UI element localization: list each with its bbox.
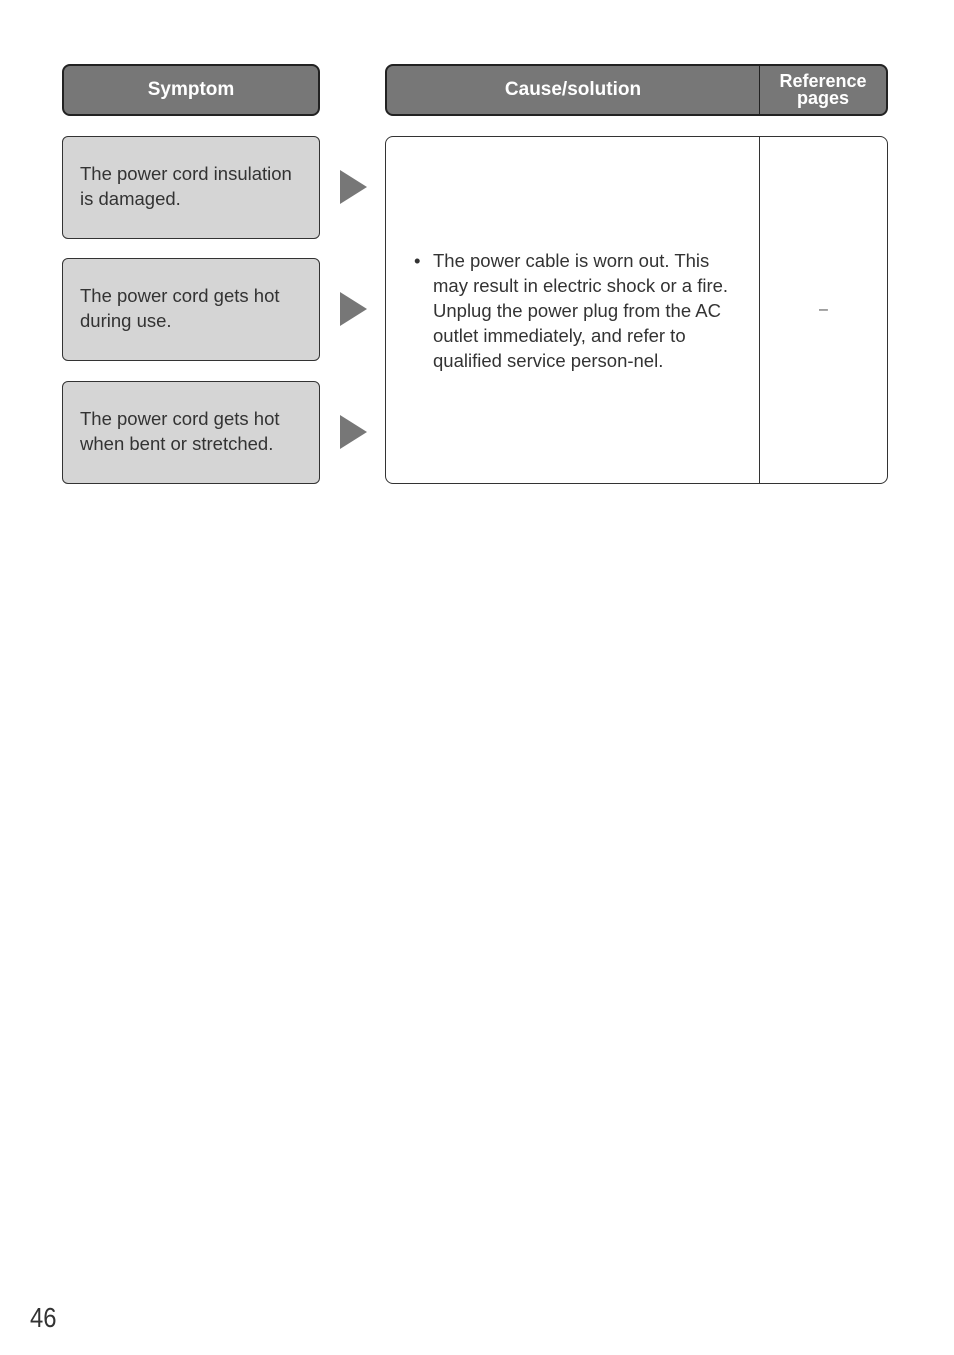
- page-number: 46: [30, 1302, 57, 1333]
- symptom-box-1: [62, 136, 320, 239]
- arrow-right-icon: [340, 170, 367, 204]
- cause-solution-text: The power cable is worn out. This may result in electric shock or a fire. Unplug the power plug from the AC outlet immediately, and refer to qualified service person-nel.: [433, 249, 729, 371]
- arrow-right-icon: [340, 415, 367, 449]
- symptom-text-1: The power cord insulation is damaged.: [80, 163, 292, 209]
- reference-pages-value: –: [819, 301, 828, 318]
- cause-solution-header-label: Cause/solution: [504, 79, 642, 100]
- symptom-header-label: Symptom: [147, 79, 235, 100]
- reference-header-line1: Reference: [779, 71, 867, 91]
- arrow-right-icon: [340, 292, 367, 326]
- reference-pages-cell: [760, 137, 887, 483]
- cause-solution-body: [386, 137, 760, 483]
- cause-solution-header: [385, 64, 888, 116]
- bullet-icon: •: [414, 249, 421, 271]
- symptom-text-2: The power cord gets hot during use.: [80, 285, 280, 331]
- symptom-box-2: [62, 258, 320, 361]
- cause-solution-box: [385, 136, 888, 484]
- symptom-text-3: The power cord gets hot when bent or stretched.: [80, 408, 280, 454]
- cause-solution-header-cell: [387, 66, 760, 114]
- reference-header-line2: pages: [796, 88, 850, 108]
- cause-bullet-item: [414, 248, 739, 373]
- symptom-header: [62, 64, 320, 116]
- symptom-box-3: [62, 381, 320, 484]
- reference-pages-header-cell: [760, 66, 886, 114]
